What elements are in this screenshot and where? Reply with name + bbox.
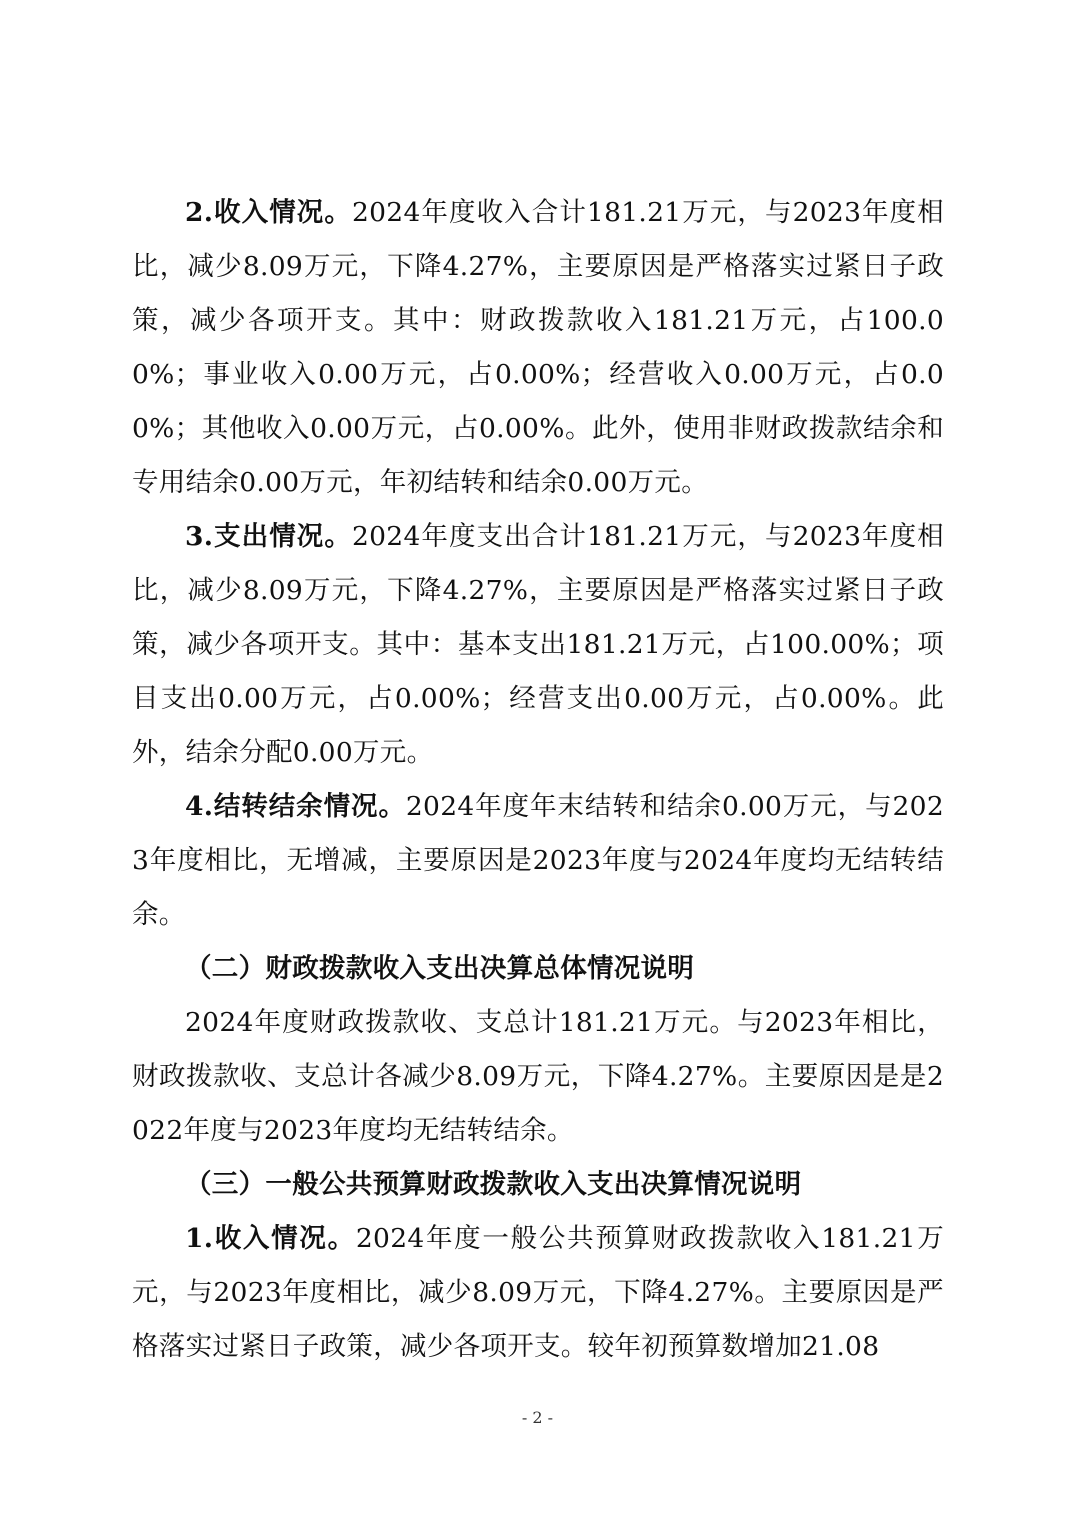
paragraph-carryover: [132, 780, 944, 942]
paragraph-income: [132, 186, 944, 510]
paragraph-text: 2024年度一般公共预算财政拨款收入181.21万元，与2023年度相比，减少8.09万元，下降4.27%。主要原因是严格落实过紧日子政策，减少各项开支。较年初预算数增加21.08: [132, 1223, 944, 1362]
paragraph-lead: 2.收入情况。: [185, 197, 352, 228]
document-body: [132, 186, 944, 1374]
paragraph-fiscal-overview: 2024年度财政拨款收、支总计181.21万元。与2023年相比，财政拨款收、支总计各减少8.09万元，下降4.27%。主要原因是是2022年度与2023年度均无结转结余。: [132, 1007, 944, 1146]
page-number: - 2 -: [521, 1408, 554, 1427]
paragraph-lead: 3.支出情况。: [185, 521, 352, 552]
section-heading-3: （三）一般公共预算财政拨款收入支出决算情况说明: [185, 1169, 802, 1200]
paragraph-lead: 1.收入情况。: [185, 1223, 356, 1254]
paragraph-lead: 4.结转结余情况。: [185, 791, 406, 822]
paragraph-text: 2024年度收入合计181.21万元，与2023年度相比，减少8.09万元，下降4.27%，主要原因是严格落实过紧日子政策，减少各项开支。其中：财政拨款收入181.21万元，占100.00%；事业收入0.00万元，占0.00%；经营收入0.00万元，占0.00%；其他收入0.00万元，占0.00%。此外，使用非财政拨款结余和专用结余0.00万元，年初结转和结余0.00万元。: [132, 197, 944, 498]
paragraph-text: 2024年度支出合计181.21万元，与2023年度相比，减少8.09万元，下降4.27%，主要原因是严格落实过紧日子政策，减少各项开支。其中：基本支出181.21万元，占100.00%；项目支出0.00万元，占0.00%；经营支出0.00万元，占0.00%。此外，结余分配0.00万元。: [132, 521, 944, 768]
paragraph-general-budget-income: [132, 1212, 944, 1374]
paragraph-text: 2024年度年末结转和结余0.00万元，与2023年度相比，无增减，主要原因是2023年度与2024年度均无结转结余。: [132, 791, 944, 930]
section-heading-2: （二）财政拨款收入支出决算总体情况说明: [185, 953, 695, 984]
paragraph-expenditure: [132, 510, 944, 780]
